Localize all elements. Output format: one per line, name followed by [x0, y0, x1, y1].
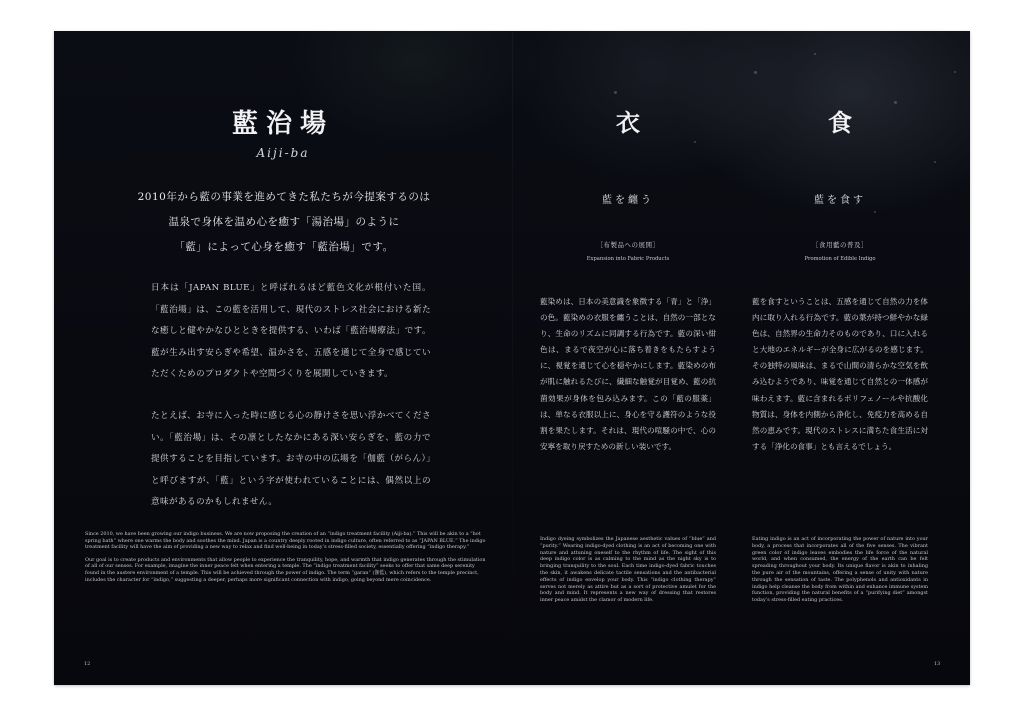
body-japanese [151, 278, 431, 534]
column-english-food: Eating indigo is an act of incorporating the power of nature into your body, a process that incorporates all of the five senses. The vibrant green color of indigo leaves embodies the life force of the natural world, and when consumed, the energy of the earth can be felt spreading throughout your body. Its unique flavor is akin to inhaling the pure air of the mountains, offering a sense of unity with nature through the sensation of taste. The polyphenols and antioxidants in indigo help cleanse the body from within and enhance immune system function, providing the natural benefits of a “purifying diet” amongst today’s stress-filled eating practices. [752, 536, 928, 604]
lead-line: 2010年から藍の事業を進めてきた私たちが今提案するのは [137, 191, 431, 203]
column-body-clothing: 藍染めは、日本の美意識を象徴する「青」と「浄」の色。藍染めの衣服を纏うことは、自然の一部となり、生命のリズムに同調する行為です。藍の深い紺色は、まるで夜空が心に落ち着きをもたらすように、視覚を通じて心を穏やかにします。藍染めの布が肌に触れるたびに、繊細な触覚が目覚め、藍の抗菌効果が身体を包み込みます。この「藍の服薬」は、単なる衣服以上に、身心を守る護符のような役割を果たします。それは、現代の喧騒の中で、心の安寧を取り戻すための新しい装いです。 [540, 297, 716, 451]
page-number-left: 12 [84, 661, 91, 667]
bokeh-light [874, 211, 876, 213]
bokeh-light [754, 71, 757, 74]
column-subtitle-food: 藍を食す [814, 195, 866, 206]
bokeh-light [934, 161, 936, 163]
bokeh-light [614, 91, 617, 94]
english-paragraph: Our goal is to create products and environments that allow people to experience the tranquility, hope, and warmth that indigo generates through the stimulation of all of our senses. For example, imagine the inner peace felt when entering a temple. The “indigo treatment facility” seeks to offer that same deep serenity found in the austere environment of a temple. This will be achieved through the power of indigo. The term “garan” (伽藍), which refers to the temple precinct, includes the character for “indigo,” suggesting a deeper, perhaps more significant connection with indigo, going beyond mere coincidence. [85, 556, 486, 583]
column-tag-en-clothing: Expansion into Fabric Products [586, 256, 670, 262]
body-paragraph: 日本は「JAPAN BLUE」と呼ばれるほど藍色文化が根付いた国。「藍治場」は、この藍を活用して、現代のストレス社会における新たな癒しと健やかなひとときを提供する、いわば「藍治場療法」です。藍が生み出す安らぎや希望、温かさを、五感を通じて全身で感じていただくためのプロダクトや空間づくりを展開していきます。 [151, 283, 431, 380]
bokeh-light [954, 71, 956, 73]
magazine-spread [54, 31, 970, 685]
lead-line: 「藍」によって心身を癒す「藍治場」です。 [174, 241, 394, 253]
column-tag-food: ［食用藍の普及］ [812, 241, 868, 249]
column-english-clothing: Indigo dyeing symbolizes the Japanese aesthetic values of “blue” and “purity.” Wearing indigo-dyed clothing is an act of becoming one with nature and attuning oneself to the rhythm of life. The sight of this deep indigo color is as calming to the mind as the night sky is to bringing tranquility to the soul. Each time indigo-dyed fabric touches the skin, it awakens delicate tactile sensations and the antibacterial effects of indigo envelop your body. This “indigo clothing therapy” serves not merely as attire but as a sort of protective amulet for the body and mind. It represents a new way of dressing that restores inner peace amidst the clamor of modern life. [540, 536, 716, 604]
lead-line: 温泉で身体を温め心を癒す「湯治場」のように [168, 216, 400, 228]
page-number-right: 13 [934, 661, 941, 667]
column-subtitle-clothing: 藍を纏う [602, 195, 654, 206]
column-tag-en-food: Promotion of Edible Indigo [804, 256, 876, 262]
column-title-clothing: 衣 [616, 108, 640, 137]
bokeh-light [814, 53, 816, 55]
column-title-food: 食 [828, 108, 852, 137]
bokeh-light [694, 141, 696, 143]
lead-paragraph [114, 185, 454, 260]
body-english [85, 531, 487, 589]
column-body-food: 藍を食すということは、五感を通じて自然の力を体内に取り入れる行為です。藍の葉が持つ鮮やかな緑色は、自然界の生命力そのものであり、口に入れると大地のエネルギーが全身に広がるのを感じます。その独特の風味は、まるで山間の清らかな空気を飲み込むようであり、味覚を通じて自然との一体感が味わえます。藍に含まれるポリフェノールや抗酸化物質は、身体を内側から浄化し、免疫力を高める自然の恵みです。現代のストレスに満ちた食生活に対する「浄化の食事」とも言えるでしょう。 [752, 297, 928, 451]
page-gutter [512, 31, 513, 685]
page-subtitle: Aiji-ba [256, 146, 310, 160]
page-title: 藍治場 [231, 109, 334, 139]
body-paragraph: たとえば、お寺に入った時に感じる心の静けさを思い浮かべてください。「藍治場」は、その凛としたなかにある深い安らぎを、藍の力で提供することを目指しています。お寺の中の広場を「伽藍（がらん）」と呼びますが、「藍」という字が使われていることには、偶然以上の意味があるのかもしれません。 [151, 410, 431, 508]
column-tag-clothing: ［布製品への展開］ [596, 241, 660, 249]
english-paragraph: Since 2010, we have been growing our indigo business. We are now proposing the creation of an “indigo treatment facility (Aiji-ba).” This will be akin to a “hot spring bath” where one warms the body and soothes the mind. Japan is a country deeply rooted in indigo culture, often referred to as “JAPAN BLUE.” The indigo treatment facility will have the aim of providing a new way to relax and find well-being in today’s stress-filled society, essentially offering “indigo therapy.” [85, 531, 486, 551]
